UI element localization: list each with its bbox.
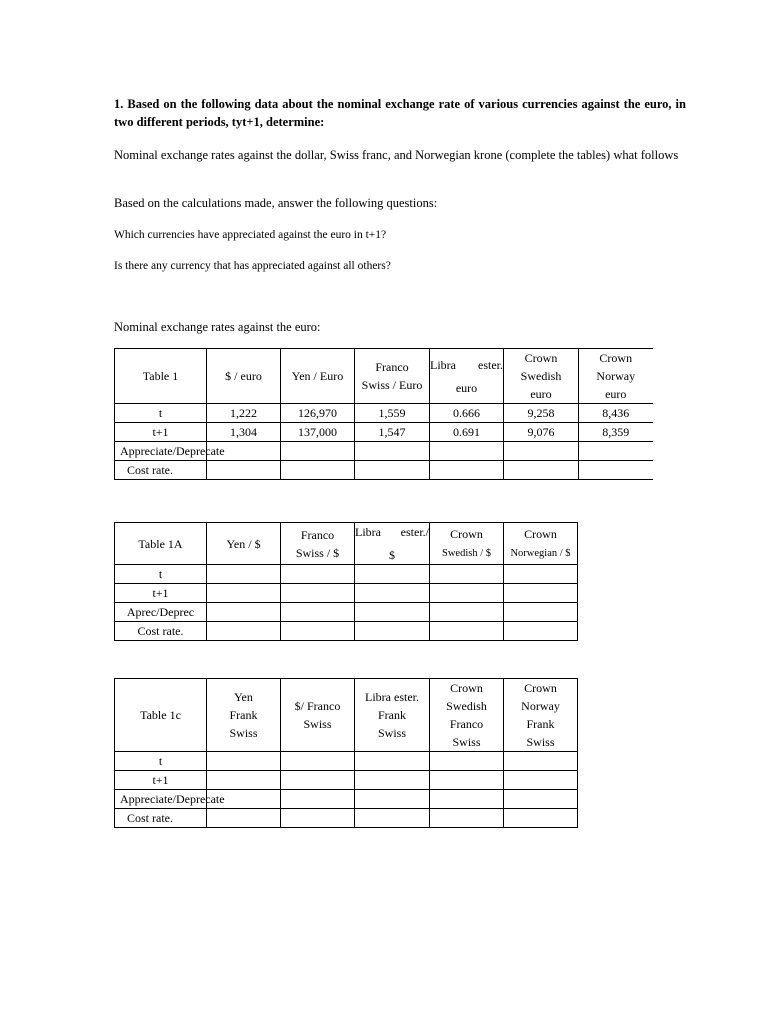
- table-1: [114, 348, 653, 480]
- cell: [430, 442, 504, 461]
- table-1a: [114, 522, 578, 641]
- cell: [355, 565, 430, 584]
- header-franc-euro: Franco Swiss / Euro: [355, 349, 430, 404]
- row-label: Cost rate.: [115, 461, 207, 480]
- row-label: Appreciate/Deprecate: [115, 790, 207, 809]
- header-pound-euro: Libra ester. euro: [430, 349, 504, 404]
- cell: 1,222: [207, 404, 281, 423]
- cell: [430, 752, 504, 771]
- table-header-row: [115, 523, 578, 565]
- cell: [281, 771, 355, 790]
- header-pound-usd: Libra ester./ $: [355, 523, 430, 565]
- header-sek-chf: Crown Swedish Franco Swiss: [430, 679, 504, 752]
- cell: 0.666: [430, 404, 504, 423]
- header-pound-chf: Libra ester. Frank Swiss: [355, 679, 430, 752]
- cell: 9,076: [504, 423, 579, 442]
- cell: 0.691: [430, 423, 504, 442]
- header-sek-euro: Crown Swedish euro: [504, 349, 579, 404]
- cell: [504, 622, 578, 641]
- header-nok-euro: Crown Norway euro: [579, 349, 653, 404]
- cell: [207, 565, 281, 584]
- cell: [504, 790, 578, 809]
- header-franc-usd: Franco Swiss / $: [281, 523, 355, 565]
- cell: [430, 809, 504, 828]
- row-label: Cost rate.: [115, 622, 207, 641]
- cell: [355, 752, 430, 771]
- cell: [281, 565, 355, 584]
- cell: 126,970: [281, 404, 355, 423]
- cell: [207, 603, 281, 622]
- cell: [430, 603, 504, 622]
- cell: 9,258: [504, 404, 579, 423]
- cell: [281, 809, 355, 828]
- table-name: Table 1A: [115, 523, 207, 565]
- header-nok-chf: Crown Norway Frank Swiss: [504, 679, 578, 752]
- cell: [281, 603, 355, 622]
- cell: [207, 622, 281, 641]
- header-usd-chf: $/ Franco Swiss: [281, 679, 355, 752]
- questions-intro: Based on the calculations made, answer the following questions:: [114, 196, 438, 210]
- row-label: t: [115, 404, 207, 423]
- row-label: Appreciate/Deprecate: [115, 442, 207, 461]
- cell: 1,304: [207, 423, 281, 442]
- table-header-row: [115, 349, 653, 404]
- header-sek-usd: Crown Swedish / $: [430, 523, 504, 565]
- row-label: t+1: [115, 771, 207, 790]
- table-row: [115, 461, 653, 480]
- cell: 8,359: [579, 423, 653, 442]
- cell: [430, 622, 504, 641]
- table-row: [115, 404, 653, 423]
- table-row: [115, 622, 578, 641]
- table-row: [115, 565, 578, 584]
- table-row: [115, 771, 578, 790]
- header-nok-usd: Crown Norwegian / $: [504, 523, 578, 565]
- cell: [430, 771, 504, 790]
- cell: [504, 565, 578, 584]
- cell: [504, 584, 578, 603]
- table-row: [115, 809, 578, 828]
- cell: [207, 584, 281, 603]
- cell: [355, 809, 430, 828]
- cell: [281, 584, 355, 603]
- cell: [281, 790, 355, 809]
- row-label: t+1: [115, 584, 207, 603]
- cell: [281, 622, 355, 641]
- cell: [355, 622, 430, 641]
- cell: [430, 461, 504, 480]
- cell: [281, 752, 355, 771]
- table-1c: [114, 678, 578, 828]
- cell: [430, 790, 504, 809]
- cell: [504, 461, 579, 480]
- cell: [355, 584, 430, 603]
- cell: [430, 565, 504, 584]
- question-1: Which currencies have appreciated against the euro in t+1?: [114, 229, 387, 241]
- cell: [355, 603, 430, 622]
- table-row: [115, 790, 578, 809]
- header-yen-usd: Yen / $: [207, 523, 281, 565]
- row-label: t+1: [115, 423, 207, 442]
- table-name: Table 1c: [115, 679, 207, 752]
- cell: [207, 771, 281, 790]
- cell: [207, 809, 281, 828]
- question-title: 1. Based on the following data about the nominal exchange rate of various currencies against the euro, in two different periods, tyt+1, determine:: [114, 97, 686, 129]
- table-row: [115, 752, 578, 771]
- header-usd-euro: $ / euro: [207, 349, 281, 404]
- instruction-paragraph: Nominal exchange rates against the dollar, Swiss franc, and Norwegian krone (complete the tables) what follows: [114, 148, 679, 162]
- cell: [355, 771, 430, 790]
- row-label: Cost rate.: [115, 809, 207, 828]
- cell: [504, 752, 578, 771]
- header-yen-chf: Yen Frank Swiss: [207, 679, 281, 752]
- cell: 8,436: [579, 404, 653, 423]
- cell: [504, 771, 578, 790]
- table-name: Table 1: [115, 349, 207, 404]
- row-label: Aprec/Deprec: [115, 603, 207, 622]
- cell: [504, 442, 579, 461]
- question-2: Is there any currency that has appreciated against all others?: [114, 260, 391, 272]
- header-yen-euro: Yen / Euro: [281, 349, 355, 404]
- section-label: Nominal exchange rates against the euro:: [114, 320, 321, 334]
- cell: [504, 809, 578, 828]
- cell: 1,547: [355, 423, 430, 442]
- row-label: t: [115, 752, 207, 771]
- cell: [504, 603, 578, 622]
- cell: [355, 461, 430, 480]
- cell: [579, 461, 653, 480]
- cell: [207, 461, 281, 480]
- cell: [430, 584, 504, 603]
- table-header-row: [115, 679, 578, 752]
- cell: [579, 442, 653, 461]
- table-row: [115, 423, 653, 442]
- cell: [281, 461, 355, 480]
- table-row: [115, 442, 653, 461]
- cell: 1,559: [355, 404, 430, 423]
- cell: 137,000: [281, 423, 355, 442]
- table-row: [115, 584, 578, 603]
- table-row: [115, 603, 578, 622]
- cell: [281, 442, 355, 461]
- cell: [355, 790, 430, 809]
- row-label: t: [115, 565, 207, 584]
- cell: [207, 752, 281, 771]
- cell: [355, 442, 430, 461]
